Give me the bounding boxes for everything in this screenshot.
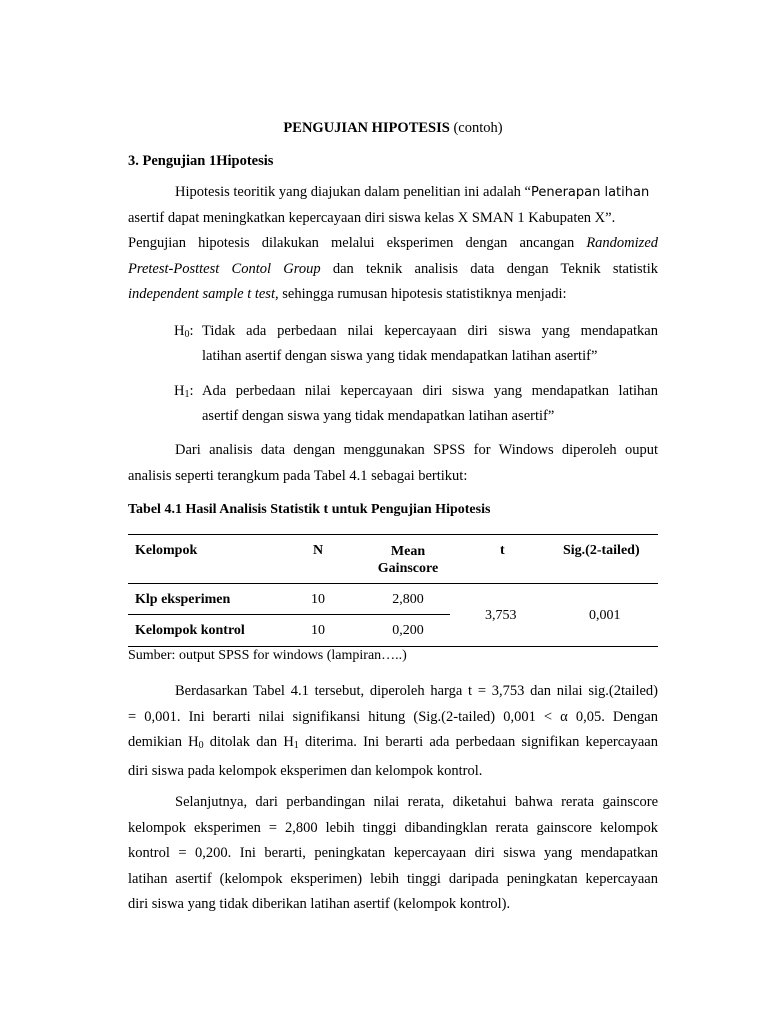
p1-line2: asertif dapat meningkatkan kepercayaan diri siswa kelas X SMAN 1 Kabupaten X”.: [128, 209, 616, 226]
row2-kelompok: Kelompok kontrol: [135, 623, 245, 638]
p4-line2: kelompok eksperimen = 2,800 lebih tinggi dibandingklan rerata gainscore kelompok: [128, 819, 658, 836]
p1-line5: [128, 282, 658, 308]
header-mean-line2: Gainscore: [377, 561, 439, 576]
p3-line3-c: diterima. Ini berarti ada perbedaan signifikan kepercayaan: [298, 734, 658, 750]
p1-line4: [128, 257, 658, 283]
paragraph-3: [128, 679, 658, 784]
header-kelompok: Kelompok: [135, 543, 198, 558]
paragraph-4: [128, 790, 658, 918]
section-heading: 3. Pengujian 1Hipotesis: [128, 153, 274, 169]
p3-line1: Berdasarkan Tabel 4.1 tersebut, diperoleh harga t = 3,753 dan nilai sig.(2tailed): [175, 683, 658, 699]
p3-line4: diri siswa pada kelompok eksperimen dan kelompok kontrol.: [128, 762, 483, 779]
p3-line3: [128, 730, 658, 759]
table-source: Sumber: output SPSS for windows (lampiran…..): [128, 648, 407, 663]
h1-line1: Ada perbedaan nilai kepercayaan diri siswa yang mendapatkan latihan: [202, 383, 658, 399]
h1-label-main: H: [174, 383, 185, 399]
h0-label-main: H: [174, 323, 185, 339]
p4-line5: diri siswa yang tidak diberikan latihan asertif (kelompok kontrol).: [128, 896, 511, 912]
p1-line4-b: dan teknik analisis data dengan Teknik statistik: [320, 260, 658, 277]
p1-line3: [128, 231, 658, 257]
h1-label: [174, 379, 194, 407]
h1-label-sub: 1: [184, 389, 190, 400]
p4-line1: Selanjutnya, dari perbandingan nilai rerata, diketahui bahwa rerata gainscore: [175, 794, 658, 810]
hypothesis-h0: [174, 319, 658, 369]
h0-line1: Tidak ada perbedaan nilai kepercayaan diri siswa yang mendapatkan: [202, 323, 658, 339]
table-top-rule: [128, 534, 658, 535]
p3-line2: = 0,001. Ini berarti nilai signifikansi hitung (Sig.(2-tailed) 0,001 < α 0,05. Dengan: [128, 708, 658, 725]
table-bottom-rule: [128, 646, 658, 647]
p2-line1: Dari analisis data dengan menggunakan SPSS for Windows diperoleh ouput: [175, 442, 658, 458]
table-caption: Tabel 4.1 Hasil Analisis Statistik t untuk Pengujian Hipotesis: [128, 502, 491, 517]
p1-line1-a: Hipotesis teoritik yang diajukan dalam penelitian ini adalah “: [175, 184, 531, 200]
h1-line2: asertif dengan siswa yang tidak mendapatkan latihan asertif”: [202, 408, 555, 424]
p1-line3-b: Randomized: [586, 235, 658, 251]
p1-line5-a: independent sample t test: [128, 286, 275, 302]
p3-line3-sub1: 1: [293, 740, 299, 751]
paragraph-2: [128, 438, 658, 489]
row1-kelompok: Klp eksperimen: [135, 592, 231, 607]
hypothesis-h1: [174, 379, 658, 429]
row2-mean: 0,200: [392, 623, 424, 638]
p1-line1-b: Penerapan latihan: [530, 185, 650, 200]
table-row-divider: [128, 614, 450, 615]
header-mean-line1: Mean: [390, 544, 426, 559]
t-value: 3,753: [485, 608, 517, 623]
header-sig: Sig.(2-tailed): [563, 543, 640, 558]
p1-line5-b: , sehingga rumusan hipotesis statistiknya menjadi:: [274, 286, 567, 302]
row1-mean: 2,800: [392, 592, 424, 607]
p3-line3-a: demikian H: [128, 734, 199, 750]
table-header-rule: [128, 583, 658, 584]
p1-line4-a: Pretest-Posttest Contol Group: [128, 260, 321, 277]
h1-label-colon: :: [189, 383, 194, 399]
title-normal: (contoh): [453, 120, 503, 136]
header-n: N: [313, 543, 324, 558]
row2-n: 10: [311, 623, 325, 638]
sig-value: 0,001: [589, 608, 621, 623]
p1-line3-a: Pengujian hipotesis dilakukan melalui eksperimen dengan ancangan: [128, 235, 587, 251]
p3-line3-sub0: 0: [198, 740, 204, 751]
p1-line1: [128, 180, 658, 206]
h0-label-colon: :: [189, 323, 194, 339]
p4-line3: kontrol = 0,200. Ini berarti, peningkatan kepercayaan diri siswa yang mendapatkan: [128, 845, 658, 861]
header-mean: [358, 543, 458, 577]
h0-label: [174, 319, 194, 347]
h0-label-sub: 0: [184, 329, 190, 340]
row1-n: 10: [311, 592, 325, 607]
p3-line3-b: ditolak dan H: [203, 734, 294, 750]
h0-line2: latihan asertif dengan siswa yang tidak mendapatkan latihan asertif”: [202, 348, 598, 364]
paragraph-1: [128, 180, 658, 308]
title-bold: PENGUJIAN HIPOTESIS: [283, 120, 450, 136]
page-title: [128, 120, 658, 137]
p4-line4: latihan asertif (kelompok eksperimen) lebih tinggi daripada peningkatan kepercayaan: [128, 870, 658, 887]
header-t: t: [500, 543, 505, 558]
p2-line2: analisis seperti terangkum pada Tabel 4.1 sebagai bertikut:: [128, 467, 468, 484]
